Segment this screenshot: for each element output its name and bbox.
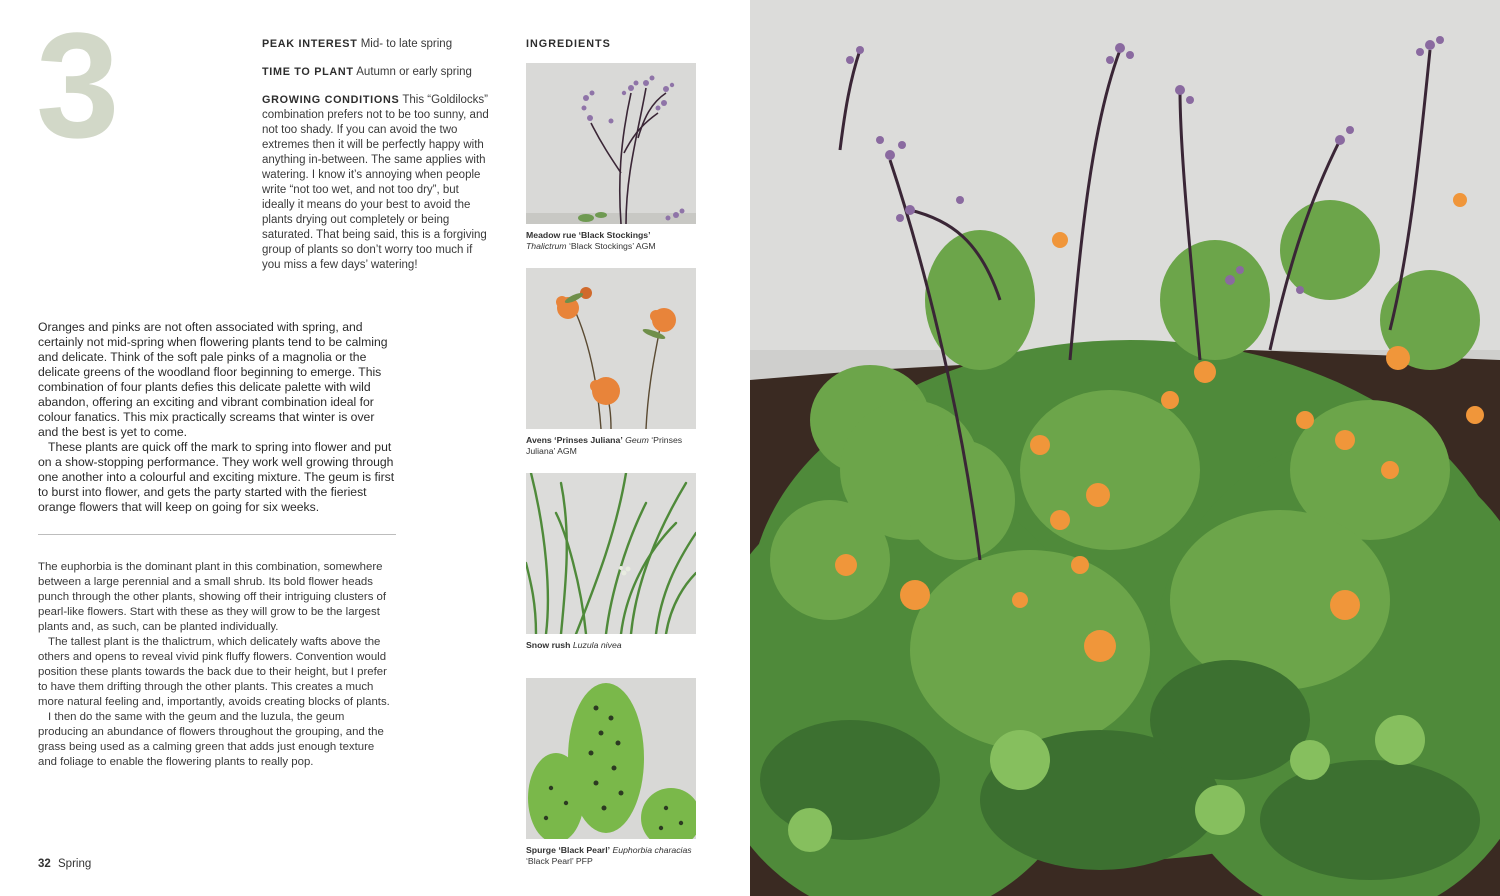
intro-paragraph: Oranges and pinks are not often associated with spring, and certainly not mid-spring when flowering plants tend to be calming and delicate. Think of the soft pale pinks of a magnolia or the delicate greens of the woodland floor beginning to emerge. This combination of four plants defies this delicate palette with wild abandon, offering an exciting and vibrant combination ideal for colour fanatics. This mix practically screams that winter is over and the best is yet to come. xyxy=(38,320,388,439)
ingredient-geum xyxy=(526,268,696,457)
intro-paragraph: These plants are quick off the mark to spring into flower and put on a show-stopping performance. They work well growing through one another into a colourful and exciting mixture. The geum is first to burst into flower, and gets the party started with the fieriest orange flowers that will keep on going for six weeks. xyxy=(38,440,395,514)
page-footer xyxy=(38,858,91,870)
divider xyxy=(38,534,396,535)
ingredient-caption xyxy=(526,845,696,867)
fact-growing-conditions xyxy=(262,93,490,273)
fact-peak-interest xyxy=(262,37,490,52)
fact-value: Mid- to late spring xyxy=(360,38,453,50)
latin-name: Euphorbia characias xyxy=(612,845,692,855)
fact-label: PEAK INTEREST xyxy=(262,38,358,50)
section-name: Spring xyxy=(58,858,92,870)
fact-label: TIME TO PLANT xyxy=(262,66,354,78)
right-page xyxy=(750,0,1500,896)
fact-time-to-plant xyxy=(262,65,490,80)
ingredient-caption xyxy=(526,230,696,252)
fact-value: This “Goldilocks” combination prefers not to be too sunny, and not too shady. If you can avoid the two extremes then it will be perfectly happy with anything in-between. The same applies with watering. I know it’s annoying when people write “not too wet, and not too dry”, but ideally it means do your best to avoid the plants drying out completely or being saturated. That being said, this is a forgiving group of plants so don’t worry too much if you miss a few days’ watering! xyxy=(262,94,489,271)
ingredient-luzula xyxy=(526,473,696,651)
cultivar-name: ‘Black Pearl’ PFP xyxy=(526,856,593,866)
common-name: Spurge ‘Black Pearl’ xyxy=(526,845,611,855)
ingredient-caption xyxy=(526,640,696,651)
ingredient-thalictrum xyxy=(526,63,696,252)
latin-name: Geum xyxy=(625,435,649,445)
ingredients-heading: INGREDIENTS xyxy=(526,38,611,50)
thalictrum-photo xyxy=(526,63,696,224)
planting-photo xyxy=(750,0,1500,896)
common-name: Meadow rue ‘Black Stockings’ xyxy=(526,230,651,240)
luzula-photo xyxy=(526,473,696,634)
latin-name: Luzula nivea xyxy=(572,640,622,650)
body-paragraph: I then do the same with the geum and the luzula, the geum producing an abundance of flowers throughout the grouping, and the grass being used as a calming green that adds just enough texture and foliage to enable the flowering plants to really pop. xyxy=(38,711,384,768)
body-paragraph: The tallest plant is the thalictrum, which delicately wafts above the others and opens to reveal vivid pink fluffy flowers. Convention would position these plants towards the back due to their height, but I prefer to have them drifting through the other plants. This creates a much more natural feeling and, importantly, avoids creating blocks of plants. xyxy=(38,636,390,708)
page-number: 32 xyxy=(38,858,51,870)
body-paragraph: The euphorbia is the dominant plant in this combination, somewhere between a large perennial and a small shrub. Its bold flower heads punch through the other plants, showing off their intriguing clusters of pearl-like flowers. Start with these as they will grow to be the largest plants and, as such, can be planted individually. xyxy=(38,561,387,633)
spread-number: 3 xyxy=(36,1,118,169)
cultivar-name: ‘Black Stockings’ AGM xyxy=(566,241,656,251)
ingredient-euphorbia xyxy=(526,678,696,867)
latin-name: Thalictrum xyxy=(526,241,567,251)
intro-text xyxy=(38,320,396,515)
common-name: Snow rush xyxy=(526,640,571,650)
facts-panel xyxy=(262,37,490,286)
body-text xyxy=(38,560,396,770)
geum-photo xyxy=(526,268,696,429)
fact-value: Autumn or early spring xyxy=(356,66,472,78)
ingredient-caption xyxy=(526,435,696,457)
fact-label: GROWING CONDITIONS xyxy=(262,94,400,106)
cultivar-name: ‘Prinses Juliana’ AGM xyxy=(526,435,683,456)
common-name: Avens ‘Prinses Juliana’ xyxy=(526,435,623,445)
euphorbia-photo xyxy=(526,678,696,839)
